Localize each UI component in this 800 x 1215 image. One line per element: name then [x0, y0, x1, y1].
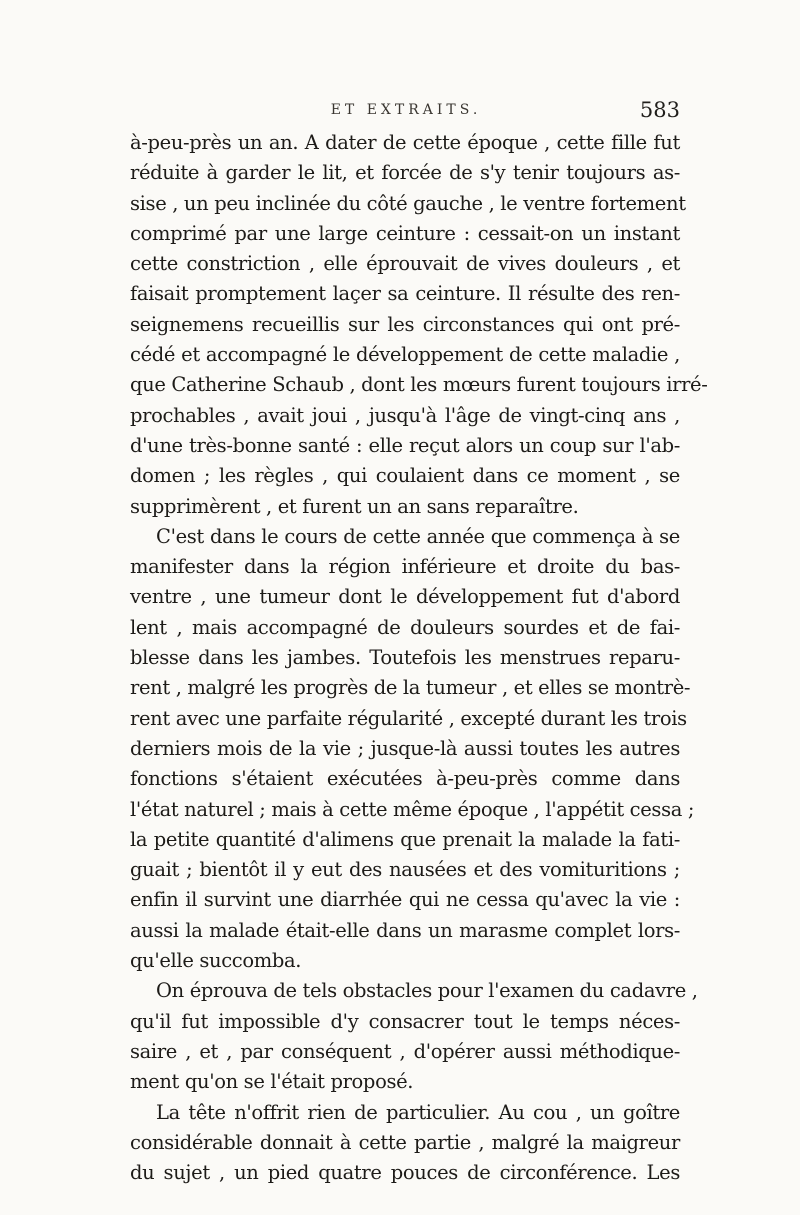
- page-number: 583: [639, 98, 680, 122]
- text-line: cédé et accompagné le développement de cette maladie ,: [130, 343, 680, 367]
- paragraph-end-line: supprimèrent , et furent un an sans reparaître.: [130, 494, 579, 518]
- text-line: l'état naturel ; mais à cette même époque , l'appétit cessa ;: [130, 797, 695, 821]
- text-line: d'une très-bonne santé : elle reçut alors un coup sur l'ab-: [130, 433, 680, 457]
- text-line: faisait promptement laçer sa ceinture. Il résulte des ren-: [130, 282, 680, 306]
- paragraph-start-line: On éprouva de tels obstacles pour l'examen du cadavre ,: [156, 979, 698, 1003]
- text-line: lent , mais accompagné de douleurs sourdes et de fai-: [130, 615, 680, 639]
- paragraph-start-line: C'est dans le cours de cette année que commença à se: [156, 524, 680, 548]
- text-line: que Catherine Schaub , dont les mœurs furent toujours irré-: [130, 373, 708, 397]
- text-line: considérable donnait à cette partie , malgré la maigreur: [130, 1130, 680, 1154]
- text-line: manifester dans la région inférieure et droite du bas-: [130, 555, 680, 579]
- text-line: blesse dans les jambes. Toutefois les menstrues reparu-: [130, 646, 680, 670]
- text-line: à-peu-près un an. A dater de cette époque , cette fille fut: [130, 131, 680, 154]
- text-line: qu'il fut impossible d'y consacrer tout le temps néces-: [130, 1009, 680, 1033]
- text-line: domen ; les règles , qui coulaient dans ce moment , se: [130, 464, 680, 488]
- text-line: du sujet , un pied quatre pouces de circonférence. Les: [130, 1161, 680, 1185]
- text-line: rent avec une parfaite régularité , excepté durant les trois: [130, 706, 687, 730]
- text-line: guait ; bientôt il y eut des nausées et des vomituritions ;: [130, 858, 680, 882]
- text-line: aussi la malade était-elle dans un marasme complet lors-: [130, 918, 680, 942]
- text-line: rent , malgré les progrès de la tumeur , et elles se montrè-: [130, 676, 691, 700]
- text-line: sise , un peu inclinée du côté gauche , le ventre fortement: [130, 191, 686, 215]
- body-text: [130, 128, 708, 1188]
- text-line: fonctions s'étaient exécutées à-peu-près comme dans: [130, 767, 680, 791]
- text-line: cette constriction , elle éprouvait de vives douleurs , et: [130, 252, 680, 276]
- paragraph-end-line: ment qu'on se l'était proposé.: [130, 1070, 414, 1094]
- text-line: derniers mois de la vie ; jusque-là aussi toutes les autres: [130, 736, 680, 760]
- text-line: prochables , avait joui , jusqu'à l'âge de vingt-cinq ans ,: [130, 403, 680, 427]
- text-line: la petite quantité d'alimens que prenait la malade la fati-: [130, 827, 680, 851]
- text-line: enfin il survint une diarrhée qui ne cessa qu'avec la vie :: [130, 888, 680, 912]
- text-line: comprimé par une large ceinture : cessait-on un instant: [130, 221, 680, 245]
- text-line: saire , et , par conséquent , d'opérer aussi méthodique-: [130, 1039, 680, 1063]
- paragraph-end-line: qu'elle succomba.: [130, 949, 302, 973]
- paragraph-start-line: La tête n'offrit rien de particulier. Au cou , un goître: [156, 1100, 680, 1124]
- text-line: réduite à garder le lit, et forcée de s'y tenir toujours as-: [130, 161, 680, 185]
- text-line: ventre , une tumeur dont le développement fut d'abord: [130, 585, 680, 609]
- text-line: seignemens recueillis sur les circonstances qui ont pré-: [130, 312, 680, 336]
- running-title: ET EXTRAITS.: [330, 102, 482, 118]
- running-head: [132, 98, 680, 128]
